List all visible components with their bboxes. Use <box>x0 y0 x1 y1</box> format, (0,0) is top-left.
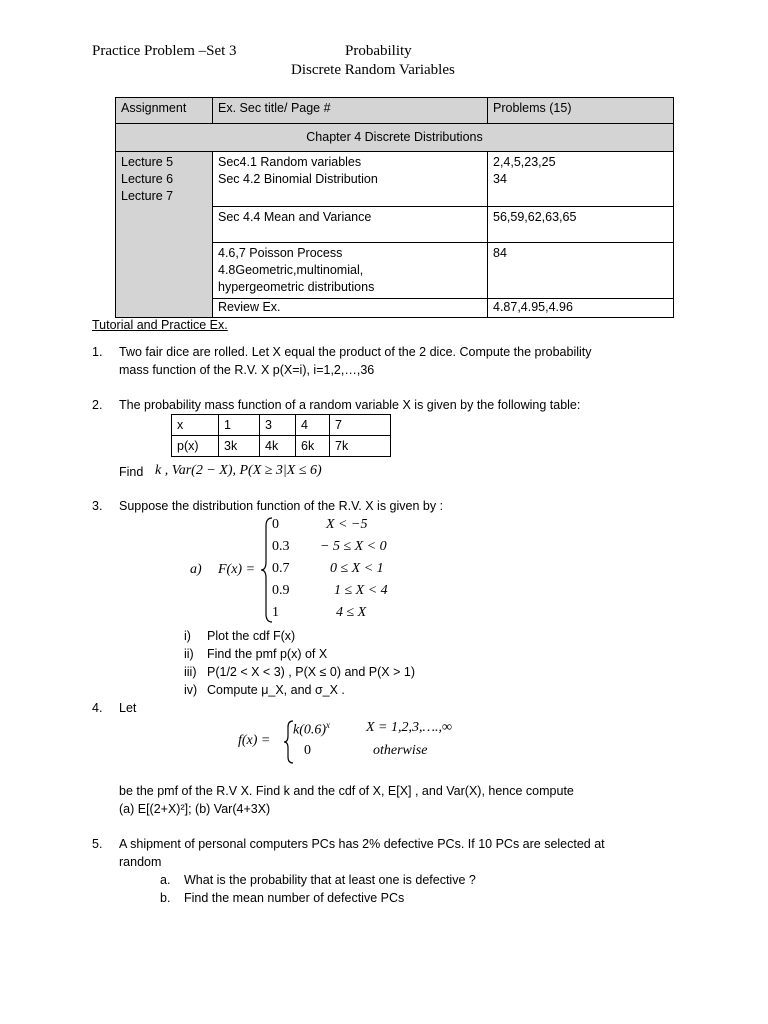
pmf-cell: 6k <box>296 436 330 457</box>
problems-cell <box>488 152 674 207</box>
lecture-label: Lecture 6 <box>121 172 174 186</box>
case-condition: X < −5 <box>326 517 368 532</box>
lecture-label: Lecture 5 <box>121 155 174 169</box>
subpart-text: P(1/2 < X < 3) , P(X ≤ 0) and P(X > 1) <box>207 665 415 679</box>
find-label: Find <box>119 465 144 479</box>
section-text: 4.8Geometric,multinomial, <box>218 263 364 277</box>
lecture-label: Lecture 7 <box>121 189 174 203</box>
case-value: 0 <box>272 517 279 532</box>
subpart-text: Plot the cdf F(x) <box>207 629 296 643</box>
case-value: 1 <box>272 605 279 620</box>
problem-text: The probability mass function of a random variable X is given by the following table: <box>119 398 581 412</box>
problem-number: 1. <box>92 345 103 359</box>
pmf-cell: p(x) <box>172 436 219 457</box>
problems-cell <box>488 243 674 299</box>
case-condition: otherwise <box>373 743 428 758</box>
case-condition: 4 ≤ X <box>336 605 367 620</box>
document-title: Probability <box>345 43 412 59</box>
find-expression: k , Var(2 − X), P(X ≥ 3|X ≤ 6) <box>155 463 322 478</box>
problem-text: (a) E[(2+X)²]; (b) Var(4+3X) <box>119 802 271 816</box>
problems-text: 4.87,4.95,4.96 <box>493 300 573 314</box>
problems-text: 34 <box>493 172 507 186</box>
problem-text: Suppose the distribution function of the R.V. X is given by : <box>119 499 444 513</box>
tutorial-heading: Tutorial and Practice Ex. <box>92 318 228 332</box>
table-header-assignment: Assignment <box>116 98 213 124</box>
function-label: f(x) = <box>238 733 271 748</box>
case-value: 0.7 <box>272 561 290 576</box>
section-cell <box>213 299 488 318</box>
part-label: a) <box>190 562 202 577</box>
subpart-text: Find the mean number of defective PCs <box>184 891 405 905</box>
document-subtitle: Discrete Random Variables <box>291 62 455 78</box>
pmf-cell: 1 <box>219 415 260 436</box>
subpart-label: i) <box>184 629 191 643</box>
problem-number: 5. <box>92 837 103 851</box>
section-text: 4.6,7 Poisson Process <box>218 246 343 260</box>
problem-number: 3. <box>92 499 103 513</box>
chapter-row: Chapter 4 Discrete Distributions <box>116 124 674 152</box>
case-condition: 0 ≤ X < 1 <box>330 561 384 576</box>
subpart-label: iv) <box>184 683 198 697</box>
table-header-section: Ex. Sec title/ Page # <box>213 98 488 124</box>
assignment-table <box>115 97 674 318</box>
subpart-label: ii) <box>184 647 194 661</box>
pmf-cell: 4 <box>296 415 330 436</box>
problem-text: random <box>119 855 162 869</box>
function-label: F(x) = <box>218 562 256 577</box>
pmf-cell: 3k <box>219 436 260 457</box>
section-text: Sec4.1 Random variables <box>218 155 362 169</box>
section-cell <box>213 207 488 243</box>
section-text: Sec 4.2 Binomial Distribution <box>218 172 378 186</box>
problems-text: 2,4,5,23,25 <box>493 155 556 169</box>
document-subtitle-left: Practice Problem –Set 3 <box>92 43 237 59</box>
case-condition: − 5 ≤ X < 0 <box>320 539 387 554</box>
problems-cell <box>488 207 674 243</box>
section-cell <box>213 152 488 207</box>
pmf-cell: 7 <box>330 415 391 436</box>
table-header-problems: Problems (15) <box>488 98 674 124</box>
problem-text: Let <box>119 701 137 715</box>
pmf-cell: 7k <box>330 436 391 457</box>
pmf-cell: 4k <box>260 436 296 457</box>
problem-text: Two fair dice are rolled. Let X equal the product of the 2 dice. Compute the probability <box>119 345 592 359</box>
case-value <box>293 720 330 739</box>
subpart-text: Compute μ_X, and σ_X . <box>207 683 345 697</box>
case-exponent: x <box>326 720 331 730</box>
problems-cell <box>488 299 674 318</box>
problems-text: 56,59,62,63,65 <box>493 210 577 224</box>
case-condition: 1 ≤ X < 4 <box>334 583 388 598</box>
problem-text: mass function of the R.V. X p(X=i), i=1,2,…,36 <box>119 363 375 377</box>
subpart-label: a. <box>160 873 171 887</box>
subpart-text: What is the probability that at least one is defective ? <box>184 873 476 887</box>
pmf-cell: 3 <box>260 415 296 436</box>
section-text: hypergeometric distributions <box>218 280 375 294</box>
case-value: 0.9 <box>272 583 290 598</box>
section-text: Sec 4.4 Mean and Variance <box>218 210 372 224</box>
pmf-cell: x <box>172 415 219 436</box>
case-condition: X = 1,2,3,….,∞ <box>366 720 452 735</box>
section-cell <box>213 243 488 299</box>
subpart-text: Find the pmf p(x) of X <box>207 647 328 661</box>
problem-number: 4. <box>92 701 103 715</box>
problem-text: A shipment of personal computers PCs has 2% defective PCs. If 10 PCs are selected at <box>119 837 605 851</box>
problem-text: be the pmf of the R.V X. Find k and the cdf of X, E[X] , and Var(X), hence compute <box>119 784 574 798</box>
lectures-cell <box>116 152 213 318</box>
section-text: Review Ex. <box>218 300 281 314</box>
case-value: 0.3 <box>272 539 290 554</box>
case-value-base: k(0.6) <box>293 722 327 738</box>
subpart-label: iii) <box>184 665 197 679</box>
subpart-label: b. <box>160 891 171 905</box>
case-value: 0 <box>304 743 311 758</box>
pmf-table <box>171 414 391 457</box>
problem-number: 2. <box>92 398 103 412</box>
problems-text: 84 <box>493 246 507 260</box>
